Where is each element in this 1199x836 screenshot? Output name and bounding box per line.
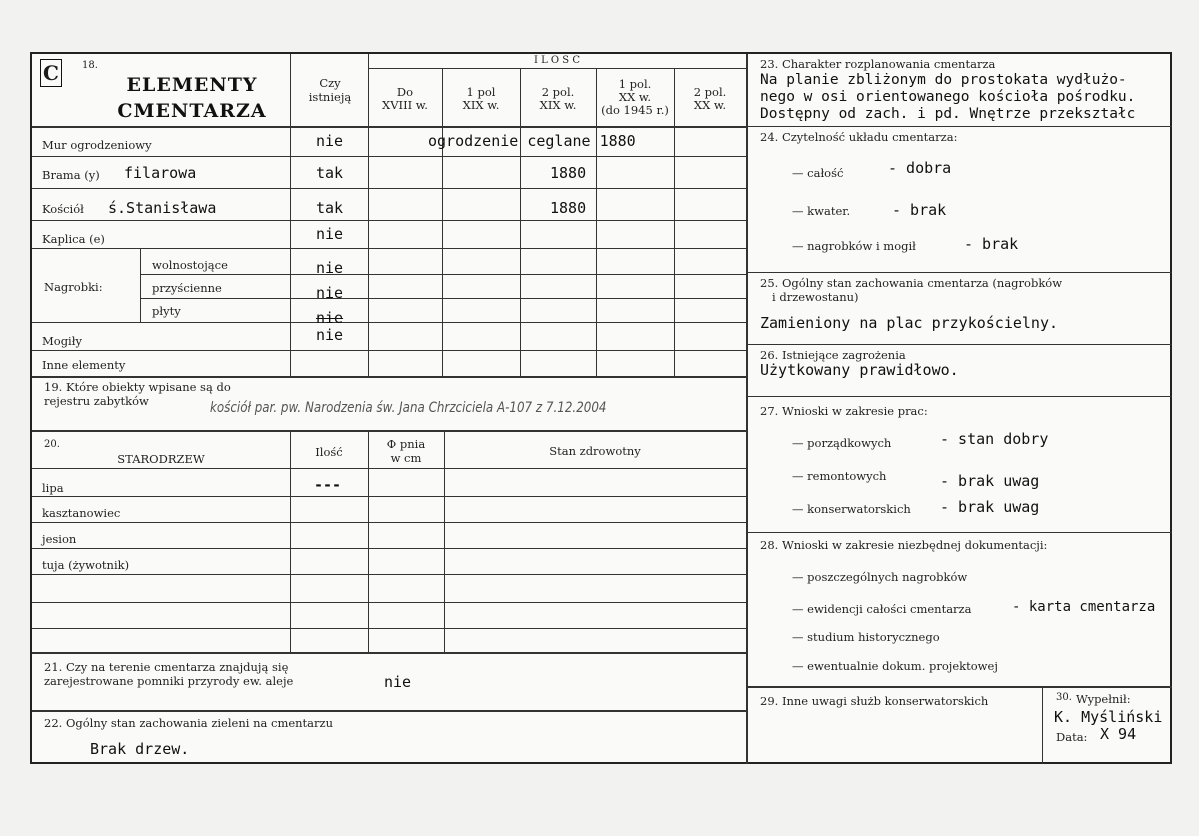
mur-exists: nie <box>316 132 344 150</box>
period-1pol-xx: 1 pol. XX w. (do 1945 r.) <box>601 77 669 117</box>
kaplica-exists: nie <box>316 225 344 243</box>
period-1pol-xix: 1 pol XIX w. <box>462 85 500 112</box>
ilosc-header: I L O S C <box>533 55 580 66</box>
period-2pol-xx: 2 pol. XX w. <box>693 85 727 112</box>
s20-col-ilosc: Ilość <box>315 445 343 459</box>
title-line-1: ELEMENTY <box>126 74 258 96</box>
s30-name: K. Myśliński <box>1054 708 1163 726</box>
s24-label: 24. Czytelność układu cmentarza: <box>760 130 958 144</box>
s27-konserwatorskich-label: — konserwatorskich <box>792 502 911 516</box>
s19-register-entry: kościół par. pw. Narodzenia św. Jana Chrzciciela A-107 z 7.12.2004 <box>210 400 607 416</box>
mur-label: Mur ogrodzeniowy <box>42 138 152 152</box>
kaplica-label: Kaplica (e) <box>42 232 105 246</box>
brama-type: filarowa <box>124 164 197 182</box>
tree-jesion: jesion <box>42 532 77 546</box>
s27-remontowych-label: — remontowych <box>792 469 887 483</box>
s22-value: Brak drzew. <box>90 740 190 758</box>
section-number: 18. <box>82 60 98 71</box>
s19-label: 19. Które obiekty wpisane są do rejestru zabytków <box>44 380 231 408</box>
mogily-exists: nie <box>316 326 344 344</box>
s20-col-phi: Φ pnia w cm <box>386 437 426 465</box>
s28-item-nagrobkow: — poszczególnych nagrobków <box>792 570 968 584</box>
s27-konserwatorskich-value: - brak uwag <box>940 498 1040 516</box>
mogily-label: Mogiły <box>42 334 82 348</box>
s21-value: nie <box>384 673 412 691</box>
nagrobki-wolnostojace-label: wolnostojące <box>152 258 228 272</box>
nagrobki-przyscienne-label: przyścienne <box>152 281 222 295</box>
s20-col-stan: Stan zdrowotny <box>549 444 641 458</box>
nagrobki-label: Nagrobki: <box>44 280 103 294</box>
brama-year: 1880 <box>550 164 587 182</box>
s28-item-projektowej: — ewentualnie dokum. projektowej <box>792 659 998 673</box>
brama-label: Brama (y) <box>42 168 100 182</box>
s28-item-ewidencji: — ewidencji całości cmentarza <box>792 602 972 616</box>
kosciol-label: Kościół <box>42 202 84 216</box>
s26-value: Użytkowany prawidłowo. <box>760 361 959 379</box>
kosciol-year: 1880 <box>550 199 587 217</box>
kosciol-exists: tak <box>316 199 344 217</box>
s24-nagrobkow-value: - brak <box>964 235 1019 253</box>
s27-porzadkowych-label: — porządkowych <box>792 436 892 450</box>
nagrobki-plyty-label: płyty <box>152 304 181 318</box>
s28-ewidencji-value: - karta cmentarza <box>1012 599 1156 615</box>
s30-number: 30. <box>1056 692 1072 703</box>
nagrobki-wolnostojace-exists: nie <box>316 259 344 277</box>
s30-label: Wypełnił: <box>1076 692 1131 706</box>
section-title <box>92 72 292 124</box>
s25-label: 25. Ogólny stan zachowania cmentarza (nagrobków i drzewostanu) <box>760 276 1063 304</box>
s24-kwater-value: - brak <box>892 201 947 219</box>
s27-remontowych-value: - brak uwag <box>940 472 1040 490</box>
s24-calosc-label: — całość <box>792 166 844 180</box>
title-line-2: CMENTARZA <box>117 100 267 122</box>
s23-value: Na planie zbliżonym do prostokata wydłużo- nego w osi orientowanego kościoła pośrodku. Dostępny od zach. i pd. Wnętrze przekształc <box>760 72 1136 122</box>
section-letter-box: C <box>40 59 62 87</box>
tree-lipa: lipa <box>42 481 64 495</box>
s25-value: Zamieniony na plac przykościelny. <box>760 314 1059 332</box>
s28-label: 28. Wnioski w zakresie niezbędnej dokumentacji: <box>760 538 1048 552</box>
s24-nagrobkow-label: — nagrobków i mogił <box>792 239 916 253</box>
tree-tuja: tuja (żywotnik) <box>42 558 130 572</box>
s21-label: 21. Czy na terenie cmentarza znajdują się zarejestrowane pomniki przyrody ew. aleje <box>44 660 294 688</box>
s30-data-label: Data: <box>1056 730 1088 744</box>
s30-data-value: X 94 <box>1100 725 1137 743</box>
s22-label: 22. Ogólny stan zachowania zieleni na cmentarzu <box>44 716 333 730</box>
period-2pol-xix: 2 pol. XIX w. <box>539 85 577 112</box>
s27-label: 27. Wnioski w zakresie prac: <box>760 404 928 418</box>
brama-exists: tak <box>316 164 344 182</box>
s28-item-studium: — studium historycznego <box>792 630 940 644</box>
tree-lipa-ilosc: --- <box>314 476 342 494</box>
inne-elementy-label: Inne elementy <box>42 358 126 372</box>
tree-kasztanowiec: kasztanowiec <box>42 506 121 520</box>
s27-porzadkowych-value: - stan dobry <box>940 430 1049 448</box>
nagrobki-plyty-exists: nie <box>316 309 344 327</box>
period-do-xviii: Do XVIII w. <box>382 85 428 112</box>
s23-label: 23. Charakter rozplanowania cmentarza <box>760 57 996 71</box>
s26-label: 26. Istniejące zagrożenia <box>760 348 906 362</box>
s24-calosc-value: - dobra <box>888 159 952 177</box>
s29-label: 29. Inne uwagi służb konserwatorskich <box>760 694 989 708</box>
czy-istnieja-header: Czy istnieją <box>308 76 352 104</box>
s20-title: STARODRZEW <box>117 452 205 466</box>
record-card <box>30 52 1172 764</box>
kosciol-name: ś.Stanisława <box>108 199 217 217</box>
mur-note: ogrodzenie ceglane 1880 <box>428 132 636 150</box>
s20-number: 20. <box>44 439 60 450</box>
nagrobki-przyscienne-exists: nie <box>316 284 344 302</box>
s24-kwater-label: — kwater. <box>792 204 851 218</box>
